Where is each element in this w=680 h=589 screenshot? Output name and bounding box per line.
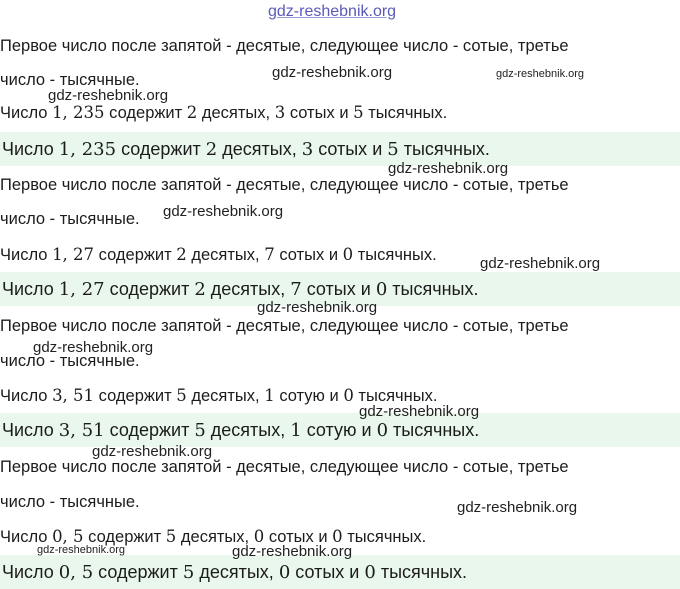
block3-intro-line2: число - тысячные. bbox=[0, 352, 140, 370]
block2-answer-mid: содержит bbox=[109, 279, 190, 299]
block4-answer-number: 0, 5 bbox=[58, 562, 94, 583]
block2-answer-thousandths-word: тысячных. bbox=[392, 279, 479, 299]
block2-answer bbox=[2, 278, 478, 301]
block2-answer-tenths: 2 bbox=[194, 279, 206, 300]
block1-answer-pre: Число bbox=[2, 139, 54, 159]
watermark: gdz-reshebnik.org bbox=[359, 403, 480, 420]
block4-hundredths: 0 bbox=[253, 527, 265, 546]
block2-number: 1, 27 bbox=[52, 245, 95, 264]
watermark: gdz-reshebnik.org bbox=[163, 203, 284, 220]
block3-answer-box bbox=[0, 413, 680, 447]
block4-mid: содержит bbox=[88, 528, 162, 546]
block1-hundredths-word: сотых и bbox=[289, 104, 349, 122]
watermark: gdz-reshebnik.org bbox=[272, 64, 393, 81]
block4-number: 0, 5 bbox=[52, 527, 84, 546]
block2-tenths-word: десятых, bbox=[191, 246, 260, 264]
watermark: gdz-reshebnik.org bbox=[37, 544, 126, 556]
block1-mid: содержит bbox=[109, 104, 183, 122]
block2-answer-hundredths: 7 bbox=[290, 279, 302, 300]
block3-thousandths-word: тысячных. bbox=[358, 387, 438, 405]
block4-answer-hundredths: 0 bbox=[278, 562, 291, 583]
block1-answer-number: 1, 235 bbox=[58, 139, 117, 160]
block2-thousandths-word: тысячных. bbox=[357, 246, 437, 264]
block4-thousandths: 0 bbox=[332, 527, 343, 546]
watermark: gdz-reshebnik.org bbox=[33, 339, 154, 356]
block3-thousandths: 0 bbox=[343, 386, 354, 405]
block2-pre: Число bbox=[0, 246, 48, 264]
block3-answer-tenths-word: десятых, bbox=[210, 420, 286, 440]
block4-answer-pre: Число bbox=[2, 562, 54, 582]
block2-thousandths: 0 bbox=[342, 245, 354, 264]
block4-answer-tenths-word: десятых, bbox=[199, 562, 274, 582]
block3-tenths-word: десятых, bbox=[191, 387, 260, 405]
block3-tenths: 5 bbox=[176, 386, 187, 405]
block3-intro-line1: Первое число после запятой - десятые, следующее число - сотые, третье bbox=[0, 317, 569, 335]
block2-hundredths-word: сотых и bbox=[279, 246, 339, 264]
block3-answer-tenths: 5 bbox=[194, 420, 206, 441]
watermark: gdz-reshebnik.org bbox=[480, 255, 601, 272]
block3-answer-hundredths-word: сотую и bbox=[306, 420, 372, 440]
block1-answer-hundredths-word: сотых и bbox=[318, 139, 383, 159]
block3-hundredths-word: сотую и bbox=[279, 387, 339, 405]
watermark: gdz-reshebnik.org bbox=[496, 68, 585, 80]
block1-answer-box bbox=[0, 132, 680, 166]
block1-number: 1, 235 bbox=[52, 103, 105, 122]
block3-answer-hundredths: 1 bbox=[290, 420, 302, 441]
block1-answer-mid: содержит bbox=[121, 139, 201, 159]
block1-answer-hundredths: 3 bbox=[301, 139, 314, 160]
block1-intro-line2: число - тысячные. bbox=[0, 71, 140, 89]
block4-answer-mid: содержит bbox=[98, 562, 178, 582]
block2-mid: содержит bbox=[98, 246, 172, 264]
block2-hundredths: 7 bbox=[264, 245, 275, 264]
block3-answer bbox=[2, 419, 479, 442]
block4-answer bbox=[2, 561, 467, 584]
block3-pre: Число bbox=[0, 387, 48, 405]
block1-intro-line1: Первое число после запятой - десятые, следующее число - сотые, третье bbox=[0, 37, 569, 55]
block4-pre: Число bbox=[0, 528, 48, 546]
block4-answer-hundredths-word: сотых и bbox=[295, 562, 360, 582]
block2-intro-line2: число - тысячные. bbox=[0, 210, 140, 228]
block1-hundredths: 3 bbox=[274, 103, 286, 122]
block3-answer-mid: содержит bbox=[109, 420, 190, 440]
block1-answer-tenths-word: десятых, bbox=[222, 139, 297, 159]
block4-answer-tenths: 5 bbox=[182, 562, 195, 583]
block1-answer-thousandths-word: тысячных. bbox=[403, 139, 490, 159]
block3-answer-number: 3, 51 bbox=[58, 420, 105, 441]
block1-statement bbox=[0, 102, 447, 124]
block4-answer-thousandths-word: тысячных. bbox=[380, 562, 468, 582]
block3-hundredths: 1 bbox=[264, 386, 275, 405]
watermark: gdz-reshebnik.org bbox=[257, 299, 378, 316]
block1-answer-thousandths: 5 bbox=[387, 139, 399, 160]
block2-statement bbox=[0, 244, 437, 266]
block2-answer-tenths-word: десятых, bbox=[210, 279, 286, 299]
watermark: gdz-reshebnik.org bbox=[457, 499, 578, 516]
block1-pre: Число bbox=[0, 104, 48, 122]
block3-answer-pre: Число bbox=[2, 420, 54, 440]
block1-answer-tenths: 2 bbox=[205, 139, 218, 160]
watermark-top: gdz-reshebnik.org bbox=[268, 3, 397, 20]
block1-tenths-word: десятых, bbox=[201, 104, 271, 122]
block2-answer-hundredths-word: сотых и bbox=[306, 279, 371, 299]
block2-answer-number: 1, 27 bbox=[58, 279, 105, 300]
block4-hundredths-word: сотых и bbox=[268, 528, 328, 546]
block2-answer-thousandths: 0 bbox=[375, 279, 388, 300]
block1-thousandths: 5 bbox=[353, 103, 364, 122]
block3-mid: содержит bbox=[98, 387, 172, 405]
block1-answer bbox=[2, 138, 490, 161]
block4-tenths: 5 bbox=[165, 527, 177, 546]
block3-number: 3, 51 bbox=[52, 386, 95, 405]
block1-thousandths-word: тысячных. bbox=[368, 104, 448, 122]
block4-intro-line1: Первое число после запятой - десятые, следующее число - сотые, третье bbox=[0, 458, 569, 476]
block4-answer-thousandths: 0 bbox=[364, 562, 376, 583]
block3-answer-thousandths-word: тысячных. bbox=[393, 420, 480, 440]
block2-intro-line1: Первое число после запятой - десятые, следующее число - сотые, третье bbox=[0, 176, 569, 194]
block2-tenths: 2 bbox=[176, 245, 187, 264]
block4-intro-line2: число - тысячные. bbox=[0, 493, 140, 511]
watermark: gdz-reshebnik.org bbox=[92, 443, 213, 460]
block2-answer-pre: Число bbox=[2, 279, 54, 299]
block1-tenths: 2 bbox=[186, 103, 198, 122]
watermark: gdz-reshebnik.org bbox=[48, 87, 169, 104]
watermark: gdz-reshebnik.org bbox=[232, 543, 353, 560]
block3-answer-thousandths: 0 bbox=[376, 420, 389, 441]
block4-tenths-word: десятых, bbox=[180, 528, 250, 546]
block4-thousandths-word: тысячных. bbox=[347, 528, 427, 546]
watermark: gdz-reshebnik.org bbox=[388, 160, 509, 177]
